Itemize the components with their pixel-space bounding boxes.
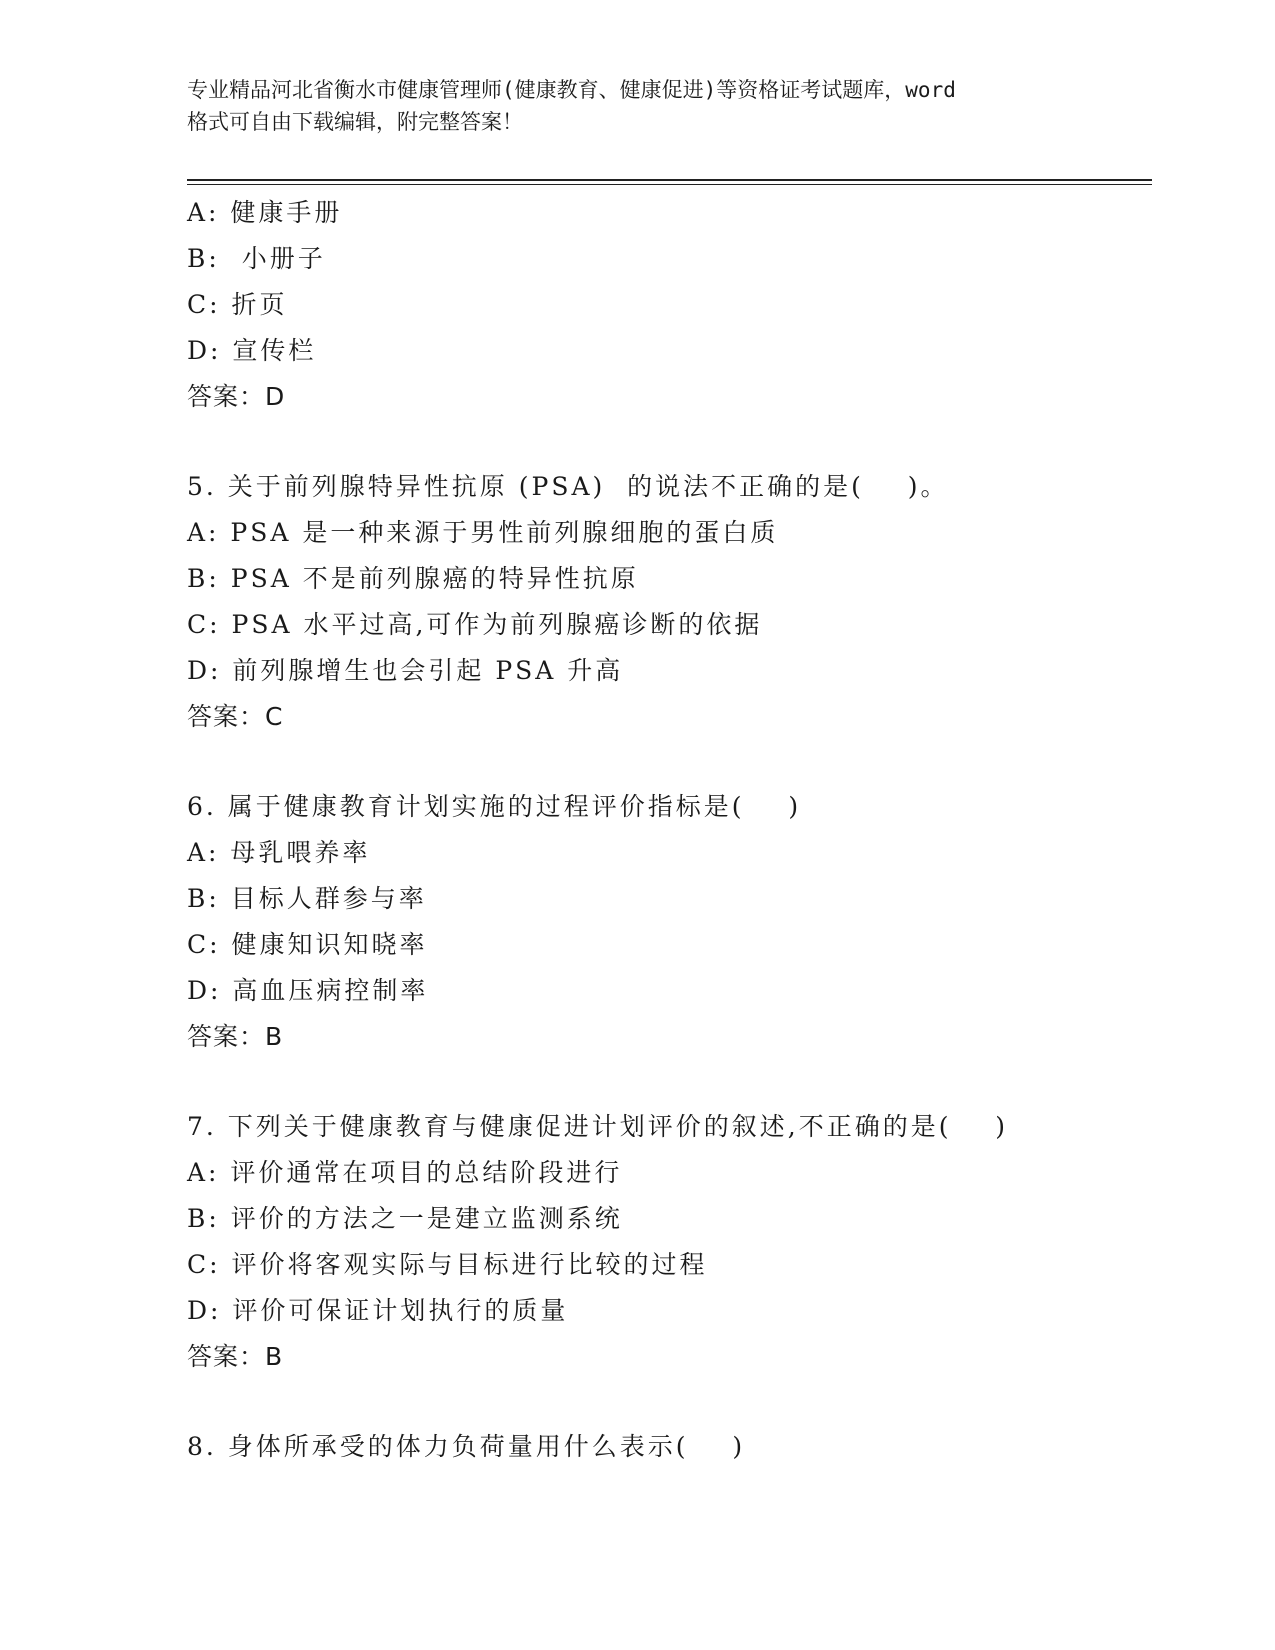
answer-line: 答案：D bbox=[187, 382, 286, 411]
option-d: D: 前列腺增生也会引起 PSA 升高 bbox=[187, 656, 624, 685]
option-a: A: 母乳喂养率 bbox=[187, 838, 371, 867]
header-rule-thin bbox=[187, 184, 1152, 185]
option-d: D: 评价可保证计划执行的质量 bbox=[187, 1296, 569, 1325]
answer-line: 答案：B bbox=[187, 1342, 284, 1371]
header-line-1: 专业精品河北省衡水市健康管理师(健康教育、健康促进)等资格证考试题库，word bbox=[187, 78, 956, 102]
option-b: B: 目标人群参与率 bbox=[187, 884, 427, 913]
option-b: B: PSA 不是前列腺癌的特异性抗原 bbox=[187, 564, 639, 593]
option-c: C: 评价将客观实际与目标进行比较的过程 bbox=[187, 1250, 708, 1279]
option-c: C: 折页 bbox=[187, 290, 288, 319]
question-text: 8. 身体所承受的体力负荷量用什么表示( ) bbox=[187, 1432, 746, 1461]
answer-line: 答案：C bbox=[187, 702, 284, 731]
question-block-6 bbox=[187, 784, 1152, 1060]
question-text: 7. 下列关于健康教育与健康促进计划评价的叙述,不正确的是( ) bbox=[187, 1112, 1009, 1141]
question-block-5 bbox=[187, 464, 1152, 740]
question-text: 6. 属于健康教育计划实施的过程评价指标是( ) bbox=[187, 792, 802, 821]
option-b: B: 评价的方法之一是建立监测系统 bbox=[187, 1204, 623, 1233]
option-d: D: 宣传栏 bbox=[187, 336, 317, 365]
question-block-4 bbox=[187, 190, 1152, 420]
question-block-8 bbox=[187, 1424, 1152, 1470]
question-list bbox=[187, 190, 1152, 1470]
option-c: C: PSA 水平过高,可作为前列腺癌诊断的依据 bbox=[187, 610, 763, 639]
question-block-7 bbox=[187, 1104, 1152, 1380]
header-rule-thick bbox=[187, 179, 1152, 181]
question-text: 5. 关于前列腺特异性抗原 (PSA) 的说法不正确的是( )。 bbox=[187, 472, 949, 501]
option-a: A: 健康手册 bbox=[187, 198, 343, 227]
option-a: A: PSA 是一种来源于男性前列腺细胞的蛋白质 bbox=[187, 518, 779, 547]
option-b: B: 小册子 bbox=[187, 244, 326, 273]
header-line-2: 格式可自由下载编辑，附完整答案！ bbox=[187, 110, 523, 134]
option-d: D: 高血压病控制率 bbox=[187, 976, 429, 1005]
option-c: C: 健康知识知晓率 bbox=[187, 930, 428, 959]
answer-line: 答案：B bbox=[187, 1022, 284, 1051]
document-header bbox=[187, 74, 1087, 138]
option-a: A: 评价通常在项目的总结阶段进行 bbox=[187, 1158, 623, 1187]
